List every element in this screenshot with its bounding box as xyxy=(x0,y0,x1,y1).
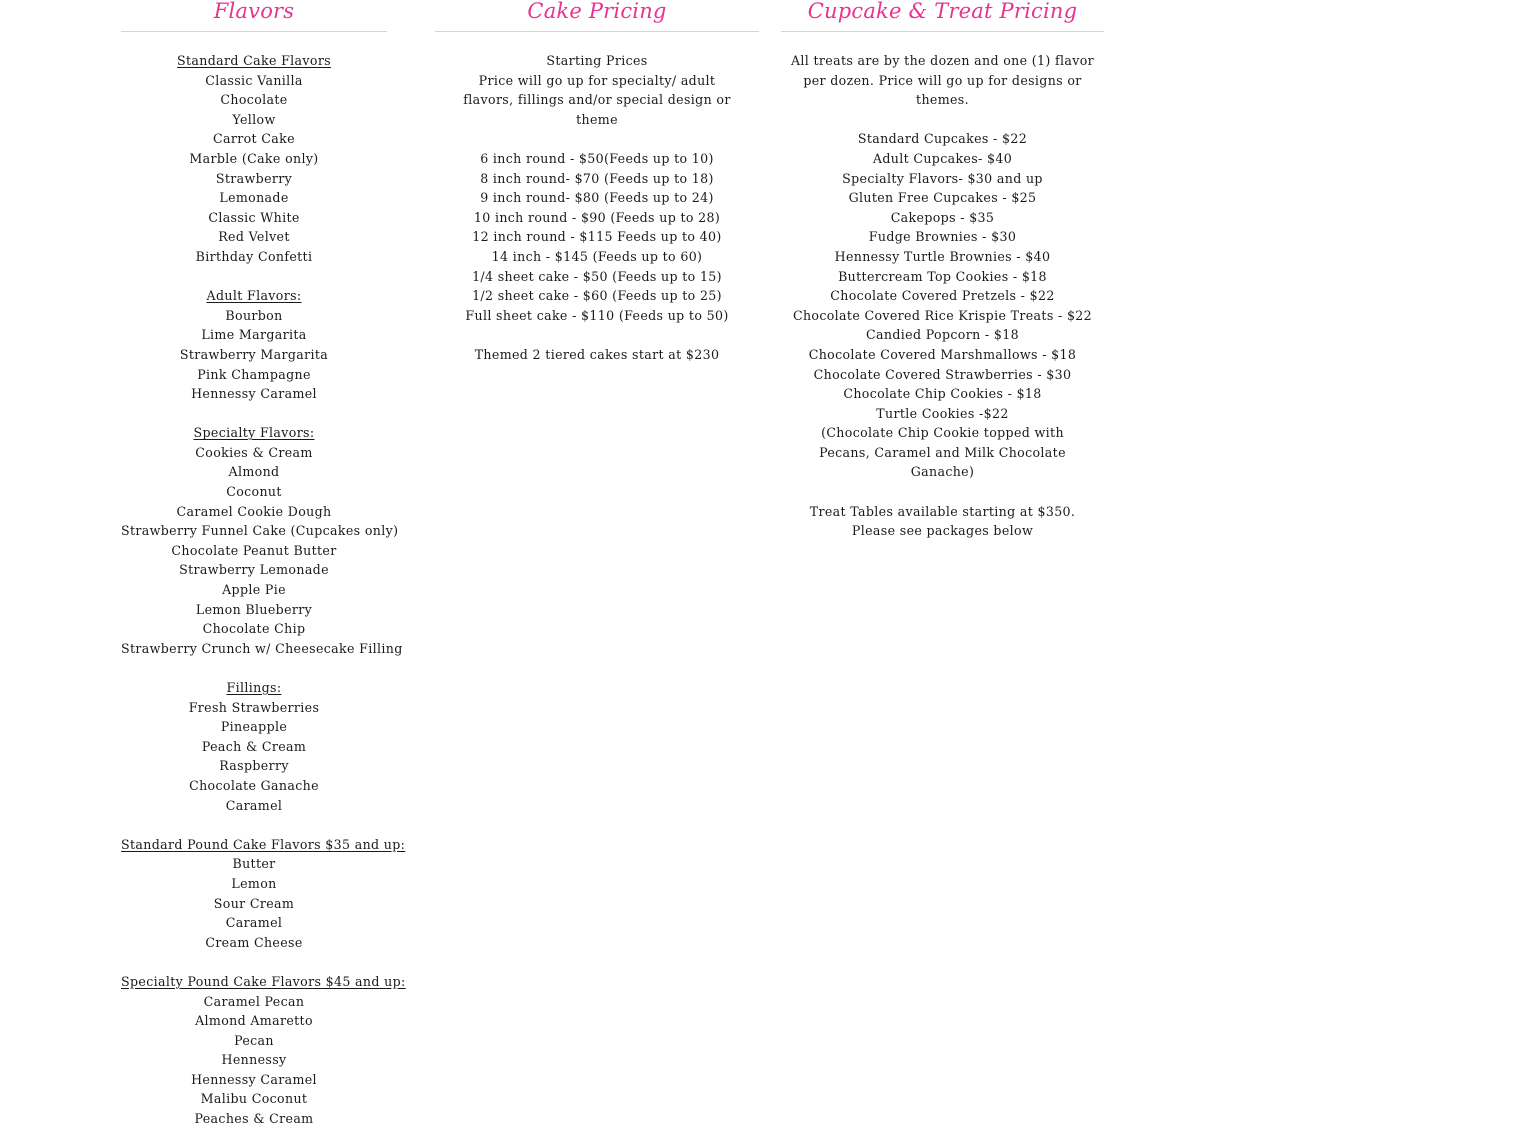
treat-price-item: Cakepops - $35 xyxy=(890,209,995,225)
flavor-item: Malibu Coconut xyxy=(200,1091,308,1107)
flavors-column xyxy=(121,0,406,1129)
flavors-list xyxy=(121,51,406,1129)
flavor-item: Strawberry xyxy=(215,170,293,186)
flavor-item: Caramel xyxy=(225,797,283,813)
flavor-section-heading: Standard Cake Flavors xyxy=(177,53,331,68)
cake-price-item: 14 inch - $145 (Feeds up to 60) xyxy=(491,248,703,264)
flavor-item: Lemon Blueberry xyxy=(195,601,313,617)
flavor-item: Peaches & Cream xyxy=(194,1111,314,1127)
cake-price-item: 9 inch round- $80 (Feeds up to 24) xyxy=(480,190,714,206)
flavor-item: Pineapple xyxy=(220,719,288,735)
flavor-item: Fresh Strawberries xyxy=(188,699,320,715)
treat-pricing-column xyxy=(781,0,1104,541)
flavor-item: Raspberry xyxy=(219,758,289,774)
flavor-item: Classic White xyxy=(208,209,300,225)
cake-price-item: 1/4 sheet cake - $50 (Feeds up to 15) xyxy=(472,268,722,284)
treat-price-list xyxy=(781,129,1104,423)
flavor-item: Strawberry Margarita xyxy=(179,346,329,362)
flavor-item: Coconut xyxy=(226,484,282,500)
flavor-item: Bourbon xyxy=(225,307,283,323)
flavor-item: Pink Champagne xyxy=(197,366,311,382)
treat-price-item: Turtle Cookies -$22 xyxy=(876,405,1009,421)
flavor-item: Hennessy Caramel xyxy=(191,1071,317,1087)
treat-tables-note: Treat Tables available starting at $350. xyxy=(809,503,1076,519)
flavor-item: Apple Pie xyxy=(222,582,286,598)
flavor-item: Yellow xyxy=(232,111,276,127)
flavor-section-heading: Fillings: xyxy=(226,680,282,695)
flavor-item: Strawberry Funnel Cake (Cupcakes only) xyxy=(121,523,399,539)
flavor-section-heading: Standard Pound Cake Flavors $35 and up: xyxy=(121,836,406,852)
flavors-title: Flavors xyxy=(121,0,387,32)
cake-price-item: 10 inch round - $90 (Feeds up to 28) xyxy=(473,209,721,225)
treat-price-item: Gluten Free Cupcakes - $25 xyxy=(848,190,1037,206)
treat-price-item: Hennessy Turtle Brownies - $40 xyxy=(834,248,1051,264)
cake-pricing-note: Price will go up for specialty/ adult flavors, fillings and/or special design or theme xyxy=(463,72,731,127)
flavor-item: Almond xyxy=(228,464,280,480)
cake-pricing-column xyxy=(435,0,759,365)
flavor-item: Lemonade xyxy=(219,190,289,206)
treat-price-item: Chocolate Covered Rice Krispie Treats - $22 xyxy=(792,307,1093,323)
treat-price-item: Chocolate Covered Strawberries - $30 xyxy=(813,366,1072,382)
treat-price-item: Buttercream Top Cookies - $18 xyxy=(838,268,1047,284)
flavor-item: Birthday Confetti xyxy=(195,248,313,264)
flavor-item: Red Velvet xyxy=(218,229,290,245)
flavor-item: Classic Vanilla xyxy=(205,72,303,88)
starting-prices-heading: Starting Prices xyxy=(546,53,648,68)
flavor-section-heading: Adult Flavors: xyxy=(206,288,302,304)
treat-pricing-body xyxy=(781,51,1104,541)
flavor-item: Caramel xyxy=(225,915,283,931)
packages-note: Please see packages below xyxy=(851,523,1034,539)
flavor-item: Lime Margarita xyxy=(201,327,307,343)
treat-price-item: Standard Cupcakes - $22 xyxy=(857,131,1028,147)
flavor-item: Caramel Pecan xyxy=(203,993,305,1009)
treat-price-item: Chocolate Chip Cookies - $18 xyxy=(843,386,1042,402)
flavor-section-heading: Specialty Pound Cake Flavors $45 and up: xyxy=(121,973,406,989)
treat-price-item: Fudge Brownies - $30 xyxy=(868,229,1017,245)
flavor-item: Chocolate Peanut Butter xyxy=(171,542,337,558)
flavor-item: Cream Cheese xyxy=(205,934,303,950)
treat-price-item: Specialty Flavors- $30 and up xyxy=(842,170,1043,186)
cake-price-item: 1/2 sheet cake - $60 (Feeds up to 25) xyxy=(472,288,722,304)
treat-price-item: Chocolate Covered Pretzels - $22 xyxy=(830,288,1055,304)
turtle-cookie-note: (Chocolate Chip Cookie topped with Pecans, Caramel and Milk Chocolate Ganache) xyxy=(819,425,1066,480)
flavor-item: Strawberry Lemonade xyxy=(179,562,329,578)
flavor-item: Cookies & Cream xyxy=(195,444,313,460)
flavor-item: Chocolate Chip xyxy=(202,621,306,637)
flavor-item: Sour Cream xyxy=(213,895,295,911)
cake-price-item: 6 inch round - $50(Feeds up to 10) xyxy=(480,150,714,166)
treat-pricing-intro: All treats are by the dozen and one (1) flavor per dozen. Price will go up for designs or themes. xyxy=(790,53,1095,108)
flavor-item: Pecan xyxy=(234,1032,274,1048)
flavor-item: Hennessy xyxy=(221,1052,287,1068)
cake-pricing-body xyxy=(435,51,759,365)
treat-price-item: Candied Popcorn - $18 xyxy=(866,327,1019,343)
flavor-section-heading: Specialty Flavors: xyxy=(193,425,315,441)
treat-price-item: Adult Cupcakes- $40 xyxy=(872,150,1013,166)
flavor-item: Marble (Cake only) xyxy=(189,150,319,166)
flavor-item: Chocolate xyxy=(220,92,288,108)
flavor-item: Hennessy Caramel xyxy=(191,386,317,402)
cake-price-item: 12 inch round - $115 Feeds up to 40) xyxy=(472,229,722,245)
flavor-item: Lemon xyxy=(231,875,277,891)
tiered-cakes-note: Themed 2 tiered cakes start at $230 xyxy=(474,346,720,362)
flavor-item: Caramel Cookie Dough xyxy=(176,503,332,519)
flavor-item: Almond Amaretto xyxy=(195,1013,313,1029)
cake-price-item: 8 inch round- $70 (Feeds up to 18) xyxy=(480,170,714,186)
cake-price-list xyxy=(435,149,759,325)
flavor-item: Carrot Cake xyxy=(213,131,295,147)
flavor-item: Peach & Cream xyxy=(201,738,307,754)
flavor-item: Chocolate Ganache xyxy=(189,777,319,793)
flavor-item: Strawberry Crunch w/ Cheesecake Filling xyxy=(121,640,403,656)
treat-price-item: Chocolate Covered Marshmallows - $18 xyxy=(808,346,1077,362)
flavor-item: Butter xyxy=(232,856,276,872)
cake-pricing-title: Cake Pricing xyxy=(435,0,759,32)
cake-price-item: Full sheet cake - $110 (Feeds up to 50) xyxy=(465,307,729,323)
treat-pricing-title: Cupcake & Treat Pricing xyxy=(781,0,1104,32)
